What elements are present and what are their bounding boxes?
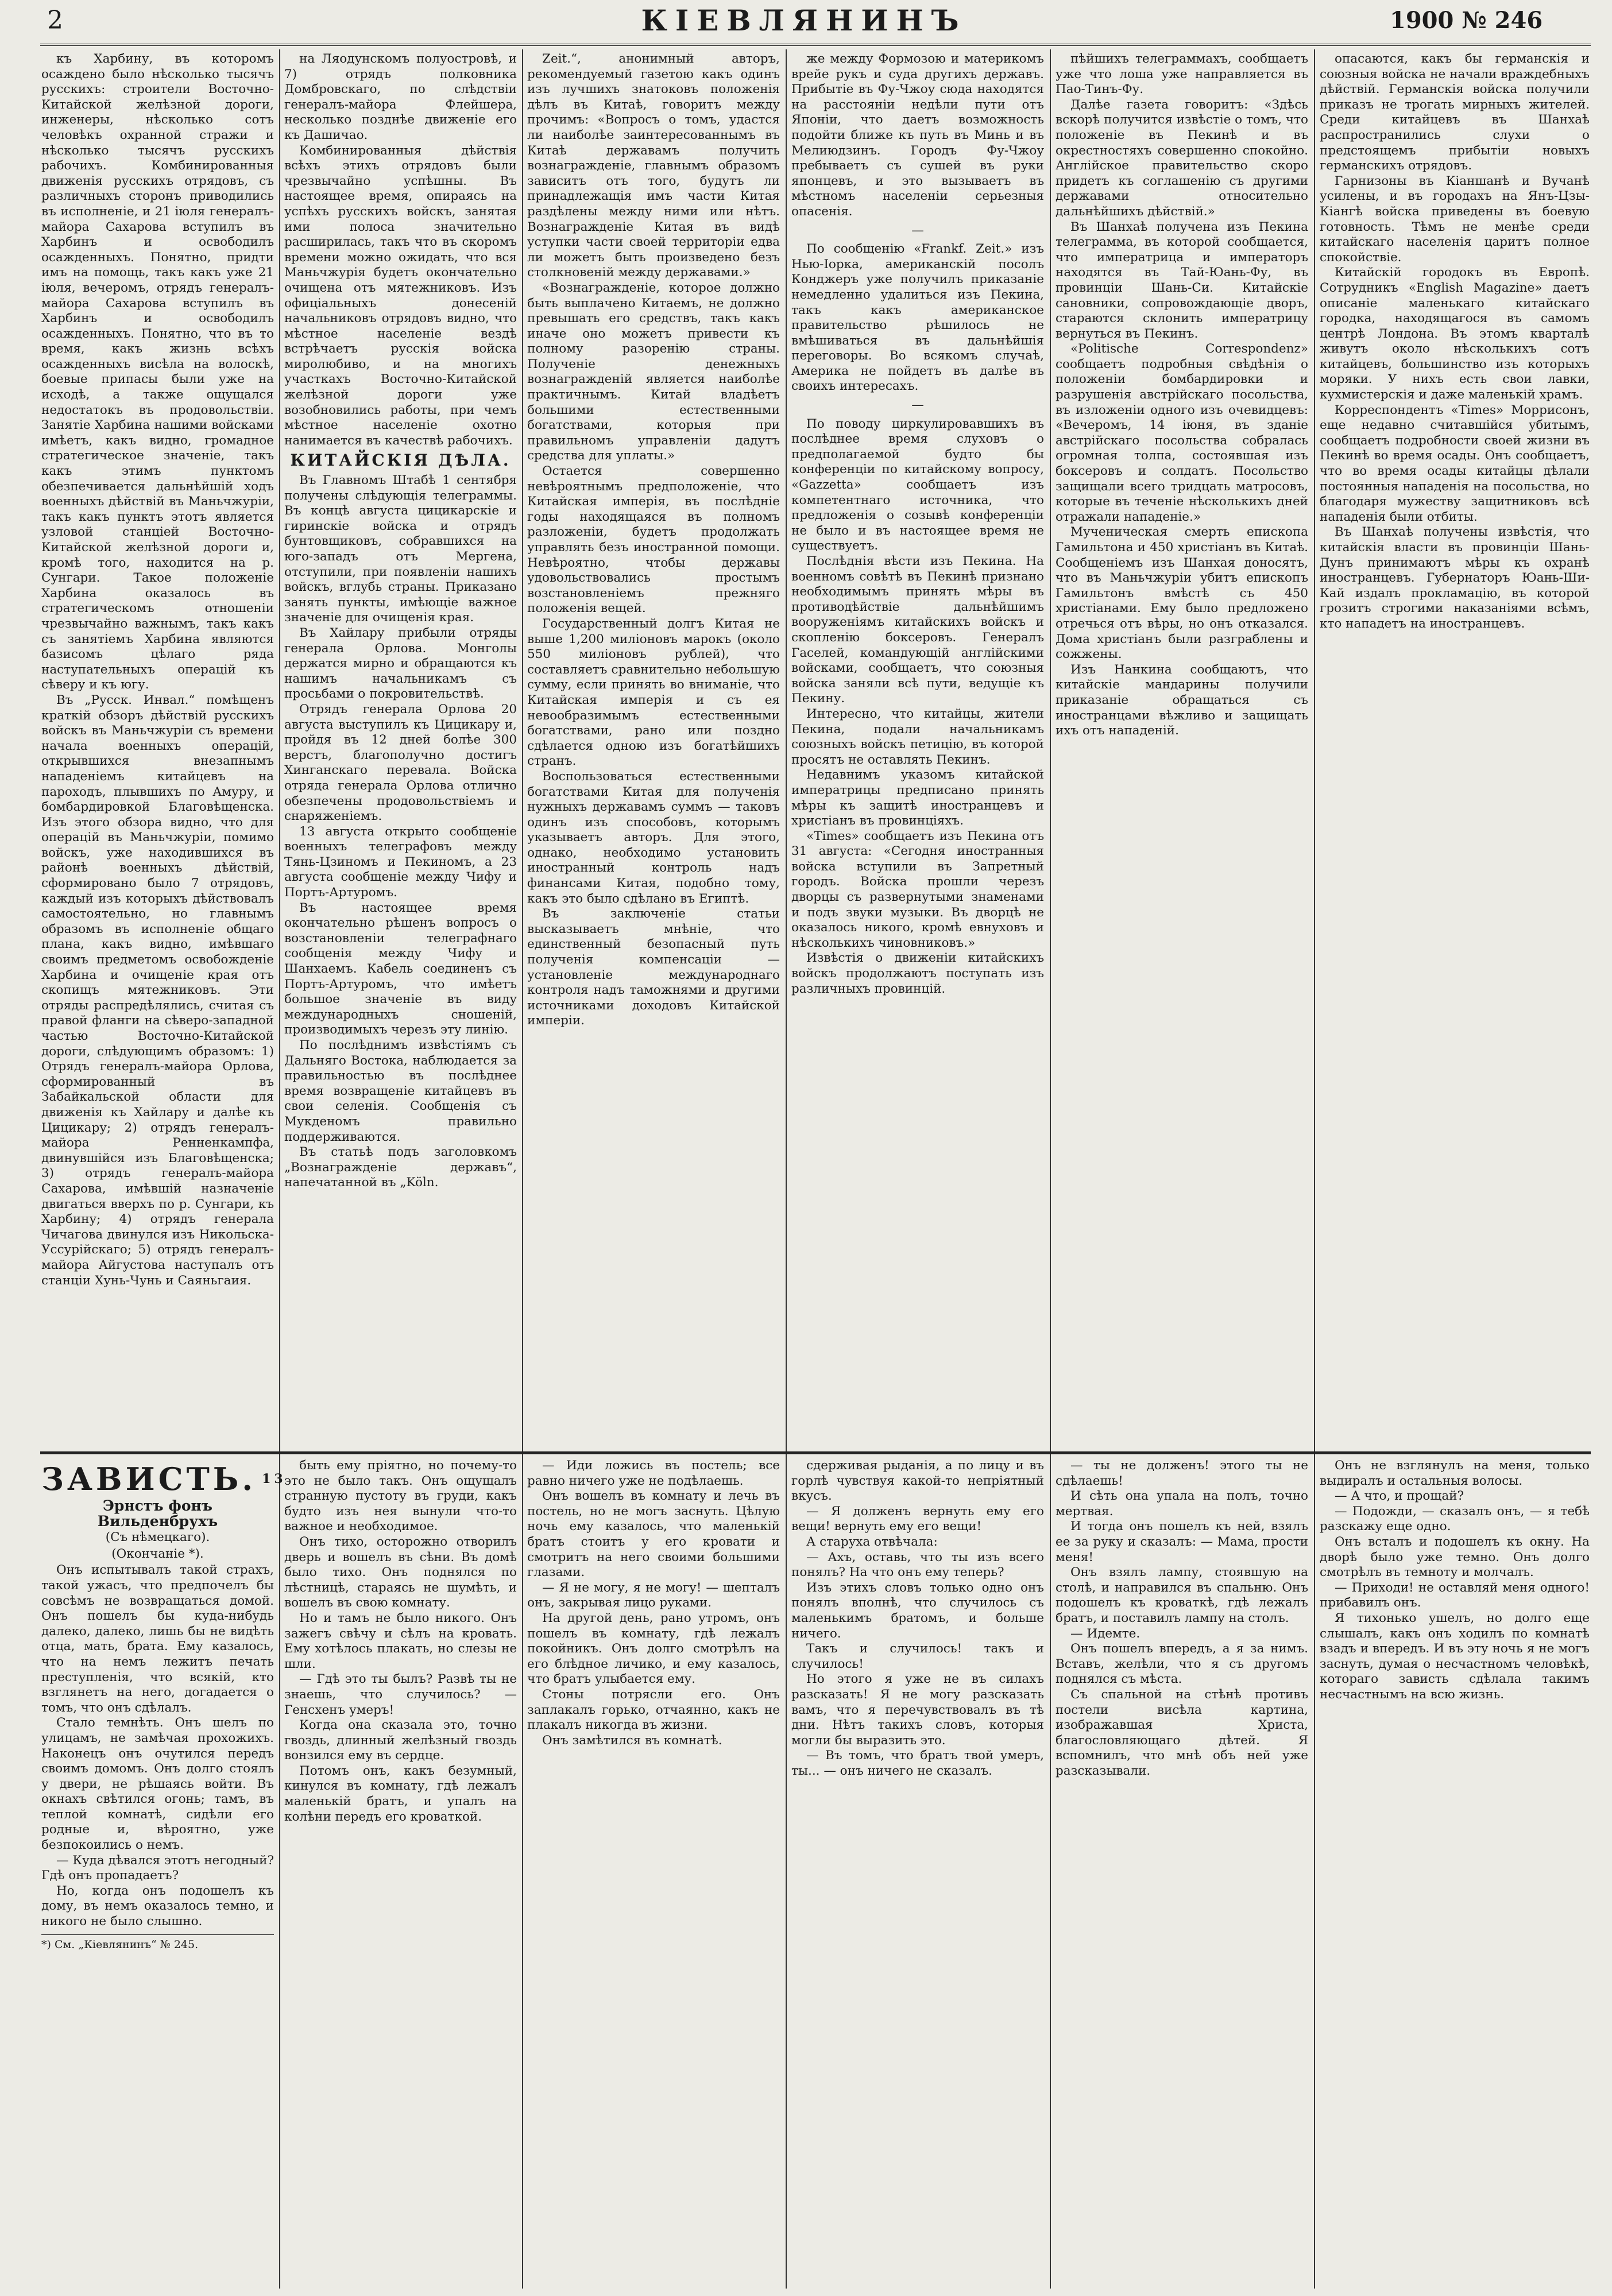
news-paragraph: Изъ Нанкина сообщаютъ, что китайскіе мандарины получили приказаніе обращаться съ иностранцами вѣжливо и защищать ихъ отъ нападеній. — [1056, 662, 1308, 738]
column-rule — [1314, 49, 1315, 2289]
story-paragraph: Когда она сказала это, точно гвоздь, длинный желѣзный гвоздь вонзился ему въ сердце. — [284, 1718, 517, 1763]
story-paragraph: — Я не могу, я не могу! — шепталъ онъ, закрывая лицо руками. — [527, 1580, 780, 1610]
feuilleton-column-3 — [527, 1458, 780, 2285]
news-paragraph: на Ляодунскомъ полуостровѣ, и 7) отрядъ полковника Домбровскаго, по слѣдствіи генералъ-майора Флейшера, несколько позднѣе движеніе его къ Дашичао. — [284, 52, 517, 142]
story-paragraph: быть ему пріятно, но почему-то это не было такъ. Онъ ощущалъ странную пустоту въ груди, какъ будто изъ нея вынули что-то важное и необходимое. — [284, 1458, 517, 1534]
news-paragraph: «Times» сообщаетъ изъ Пекина отъ 31 августа: «Сегодня иностранныя войска вступили въ Запретный городъ. Войска прошли черезъ дворцы съ развернутыми знаменами и подъ звуки музыки. Въ дворцѣ не оказалось никого, кромѣ евнуховъ и нѣсколькихъ чиновниковъ.» — [791, 828, 1044, 950]
story-paragraph: А старуха отвѣчала: — [806, 1534, 938, 1549]
story-paragraph: — Гдѣ это ты былъ? Развѣ ты не знаешь, что случилось? — Генсхенъ умеръ! — [284, 1672, 517, 1717]
newspaper-title: КІЕВЛЯНИНЪ — [641, 3, 967, 37]
news-paragraph: Интересно, что китайцы, жители Пекина, подали начальникамъ союзныхъ войскъ петицію, въ которой просятъ не оставлять Пекинъ. — [791, 706, 1044, 767]
feuilleton-column-6 — [1320, 1458, 1590, 2285]
story-paragraph: Но этого я уже не въ силахъ разсказать! Я не могу разсказать вамъ, что я перечувствовалъ въ тѣ дни. Нѣтъ такихъ словъ, которыя могли бы выразить это. — [791, 1672, 1044, 1748]
news-paragraph: Комбинированныя дѣйствія всѣхъ этихъ отрядовъ были чрезвычайно успѣшны. Въ настоящее время, опираясь на успѣхъ русскихъ войскъ, занятая ими полоса значительно расширилась, такъ что въ скоромъ времени можно ожидать, что вся Маньчжурія будетъ окончательно очищена отъ мятежниковъ. Изъ офиціальныхъ донесеній начальниковъ отрядовъ видно, что мѣстное населеніе вездѣ встрѣчаетъ русскія войска миролюбиво, и на многихъ участкахъ Восточно-Китайской желѣзной дороги уже возобновились работы, при чемъ мѣстное населеніе охотно нанимается въ качествѣ рабочихъ. — [284, 143, 517, 448]
feuilleton-author: Эрнстъ фонъ Вильденбрухъ — [97, 1497, 218, 1530]
news-paragraph: къ Харбину, въ которомъ осаждено было нѣсколько тысячъ русскихъ: строители Восточно-Китайской желѣзной дороги, инженеры, нѣсколько сотъ человѣкъ охранной стражи и нѣсколько тысячъ русскихъ рабочихъ. Комбинированныя движенія русскихъ отрядовъ, съ различныхъ сторонъ приводились въ исполненіе, и 21 іюля генералъ-майора Сахарова вступилъ въ Харбинъ и освободилъ осажденныхъ. Понятно, придти имъ на помощь, такъ какъ уже 21 іюля, вечеромъ, отрядъ генералъ-майора Сахарова вступилъ въ Харбинъ и освободилъ осажденныхъ. Понятно, что въ то время, какъ жизнь всѣхъ осажденныхъ висѣла на волоскѣ, боевые припасы были уже на исходѣ, а также ощущался недостатокъ въ продовольствіи. Занятіе Харбина нашими войсками имѣетъ, какъ видно, громадное стратегическое значеніе, такъ какъ этимъ пунктомъ обезпечивается дальнѣйшій ходъ военныхъ дѣйствій въ Маньчжуріи, такъ какъ пунктъ этотъ является узловой станціей Восточно-Китайской желѣзной дороги и, кромѣ того, находится на р. Сунгари. Такое положеніе Харбина оказалось въ стратегическомъ отношеніи чрезвычайно важнымъ, такъ какъ съ занятіемъ Харбина являются базисомъ цѣлаго ряда наступательныхъ операцій къ сѣверу и къ югу. — [41, 52, 274, 692]
feuilleton-column-1 — [41, 1458, 287, 2285]
separator-dash: — — [911, 398, 924, 413]
feuilleton-column-4 — [791, 1458, 1044, 2285]
news-paragraph: Zeit.“, анонимный авторъ, рекомендуемый газетою какъ одинъ изъ лучшихъ знатоковъ положенія дѣлъ въ Китаѣ, говоритъ между прочимъ: «Вопросъ о томъ, удастся ли наиболѣе заинтересованнымъ въ Китаѣ державамъ получить вознагражденіе, главнымъ образомъ зависитъ отъ того, будутъ ли принадлежащія имъ части Китая раздѣлены между ними или нѣтъ. Вознагражденіе Китая въ видѣ уступки части своей территоріи едва ли можетъ быть произведено безъ столкновеній между державами.» — [527, 52, 780, 280]
story-paragraph: Но, когда онъ подошелъ къ дому, въ немъ оказалось темно, и никого не было слышно. — [41, 1883, 274, 1929]
story-paragraph: Онъ тихо, осторожно отворилъ дверь и вошелъ въ сѣни. Въ домѣ было тихо. Онъ поднялся по лѣстницѣ, стараясь не шумѣть, и вошелъ въ свою комнату. — [284, 1534, 517, 1610]
story-paragraph: Такъ и случилось! такъ и случилось! — [791, 1641, 1044, 1671]
news-paragraph: Китайскій городокъ въ Европѣ. Сотрудникъ «English Magazine» даетъ описаніе маленькаго китайскаго городка, находящагося въ самомъ центрѣ Лондона. Въ этомъ кварталѣ живутъ около нѣсколькихъ сотъ китайцевъ, большинство изъ которыхъ моряки. У нихъ есть свои лавки, кухмистерскія и даже маленькій храмъ. — [1320, 265, 1590, 402]
story-paragraph: Съ спальной на стѣнѣ противъ постели висѣла картина, изображавшая Христа, благословляющаго дѣтей. Я вспомнилъ, что мнѣ объ ней уже разсказывали. — [1056, 1687, 1308, 1778]
story-paragraph: Изъ этихъ словъ только одно онъ понялъ вполнѣ, что случилось съ маленькимъ братомъ, и больше ничего. — [791, 1580, 1044, 1641]
story-paragraph: И тогда онъ пошелъ къ ней, взялъ ее за руку и сказалъ: — Мама, прости меня! — [1056, 1519, 1308, 1565]
news-paragraph: Въ Главномъ Штабѣ 1 сентября получены слѣдующія телеграммы. Въ концѣ августа цицикарскіе и гиринскіе войска и отрядъ бунтовщиковъ, собравшихся на юго-западъ отъ Мергена, отступили, при появленіи нашихъ войскъ, вглубь страны. Приказано занять пункты, имѣющіе важное значеніе для очищенія края. — [284, 473, 517, 625]
story-paragraph: Но и тамъ не было никого. Онъ зажегъ свѣчу и сѣлъ на кровать. Ему хотѣлось плакать, но слезы не шли. — [284, 1610, 517, 1671]
news-paragraph: По поводу циркулировавшихъ въ послѣднее время слуховъ о предполагаемой будто бы конференціи по китайскому вопросу, «Gazzetta» сообщаетъ изъ компетентнаго источника, что предложенія о созывѣ конференціи не было и въ настоящее время не существуетъ. — [791, 416, 1044, 553]
news-paragraph: опасаются, какъ бы германскія и союзныя войска не начали враждебныхъ дѣйствій. Германскія войска получили приказъ не трогать мирныхъ жителей. Среди китайцевъ въ Шанхаѣ распространились слухи о предстоящемъ прибытіи новыхъ германскихъ отрядовъ. — [1320, 52, 1590, 173]
news-paragraph: Корреспондентъ «Times» Моррисонъ, еще недавно считавшійся убитымъ, сообщаетъ подробности своей жизни въ Пекинѣ во время осады. Онъ сообщаетъ, что во время осады китайцы дѣлали постоянныя нападенія на посольства, но благодаря мужеству защитниковъ всѣ нападенія были отбиты. — [1320, 402, 1590, 524]
story-paragraph: Стало темнѣть. Онъ шелъ по улицамъ, не замѣчая прохожихъ. Наконецъ онъ очутился передъ своимъ домомъ. Онъ долго стоялъ у двери, не рѣшаясь войти. Въ окнахъ свѣтился огонь; тамъ, въ теплой комнатѣ, сидѣли его родные и, вѣроятно, уже безпокоились о немъ. — [41, 1716, 274, 1853]
top-column-4 — [791, 52, 1044, 1447]
news-paragraph: Остается совершенно невѣроятнымъ предположеніе, что Китайская имперія, въ послѣдніе годы находящаяся въ полномъ разложеніи, будетъ продолжать управлять безъ иностранной помощи. Невѣроятно, чтобы державы удовольствовались простымъ возстановленіемъ прежняго положенія вещей. — [527, 464, 780, 616]
top-column-5 — [1056, 52, 1308, 1447]
masthead-rule — [40, 44, 1591, 46]
news-paragraph: Въ заключеніе статьи высказываетъ мнѣніе, что единственный безопасный путь полученія компенсаціи — установленіе международнаго контроля надъ таможнями и другими источниками доходовъ Китайской имперіи. — [527, 907, 780, 1028]
news-paragraph: Гарнизоны въ Кіаншанѣ и Вучанѣ усилены, и въ городахъ на Янъ-Цзы-Кіангѣ войска приведены въ боевую готовность. Тѣмъ не менѣе среди китайскаго населенія царитъ полное спокойствіе. — [1320, 173, 1590, 265]
story-paragraph: — Иди ложись въ постель; все равно ничего уже не подѣлаешь. — [527, 1458, 780, 1488]
news-paragraph: Въ Шанхаѣ получены извѣстія, что китайскія власти въ провинціи Шань-Дунъ принимаютъ мѣры къ охранѣ иностранцевъ. Губернаторъ Юань-Ши-Кай издалъ прокламацію, въ которой грозитъ строгими наказаніями всѣмъ, кто нападетъ на иностранцевъ. — [1320, 525, 1590, 631]
column-rule — [279, 49, 280, 2289]
story-paragraph: Онъ замѣтился въ комнатѣ. — [542, 1733, 722, 1748]
news-paragraph: Въ „Русск. Инвал.“ помѣщенъ краткій обзоръ дѣйствій русскихъ войскъ въ Маньчжуріи съ времени начала военныхъ операцій, открывшихся внезапнымъ нападеніемъ китайцевъ на пароходъ, плывшихъ по Амуру, и бомбардировкой Благовѣщенска. Изъ этого обзора видно, что для операцій въ Маньчжуріи, помимо войскъ, уже находившихся въ районѣ военныхъ дѣйствій, сформировано было 7 отрядовъ, каждый изъ которыхъ дѣйствовалъ самостоятельно, но главнымъ образомъ въ исполненіе общаго плана, какъ видно, имѣвшаго своимъ предметомъ освобожденіе Харбина и очищеніе края отъ скопищъ мятежниковъ. Эти отряды распредѣлялись, считая съ правой фланги на сѣверо-западной частью Восточно-Китайской дороги, слѣдующимъ образомъ: 1) Отрядъ генералъ-майора Орлова, сформированный въ Забайкальской области для движенія къ Хайлару и далѣе къ Цицикару; 2) отрядъ генералъ-майора Ренненкампфа, двинувшійся изъ Благовѣщенска; 3) отрядъ генералъ-майора Сахарова, имѣвшій назначеніе двигаться вверхъ по р. Сунгари, къ Харбину; 4) отрядъ генерала Чичагова двинулся изъ Никольска-Уссурійскаго; 5) отрядъ генералъ-майора Айгустова наступалъ отъ станціи Хунь-Чунь и Саяньгаия. — [41, 692, 274, 1288]
page-number: 2 — [47, 6, 63, 35]
top-column-1 — [41, 52, 274, 1447]
news-paragraph: Въ Шанхаѣ получена изъ Пекина телеграмма, въ которой сообщается, что императрица и императоръ находятся въ Тай-Юань-Фу, въ провинціи Шань-Си. Китайскіе сановники, сопровождающіе дворъ, стараются склонить императрицу вернуться въ Пекинъ. — [1056, 219, 1308, 341]
news-paragraph: Послѣднія вѣсти изъ Пекина. На военномъ совѣтѣ въ Пекинѣ признано необходимымъ принять мѣры въ противодѣйствіе дальнѣйшимъ вооруженіямъ китайскихъ войскъ и скопленію боксеровъ. Генералъ Гаселей, командующій англійскими войсками, сообщаетъ, что союзныя войска заняли всѣ пути, ведущіе къ Пекину. — [791, 554, 1044, 706]
column-rule — [1050, 49, 1051, 2289]
story-paragraph: Стоны потрясли его. Онъ заплакалъ горько, отчаянно, какъ не плакалъ никогда въ жизни. — [527, 1687, 780, 1733]
news-paragraph: Отрядъ генерала Орлова 20 августа выступилъ къ Цицикару и, пройдя въ 12 дней болѣе 300 верстъ, благополучно достигъ Хинганскаго перевала. Войска отряда генерала Орлова отлично обезпечены продовольствіемъ и снаряженіемъ. — [284, 702, 517, 824]
story-paragraph: — Куда дѣвался этотъ негодный? Гдѣ онъ пропадаетъ? — [41, 1853, 274, 1883]
news-paragraph: Государственный долгъ Китая не выше 1,200 миліоновъ марокъ (около 550 миліоновъ рублей), что составляетъ сравнительно небольшую сумму, если принять во вниманіе, что Китайская имперія и съ ея невообразимымъ естественными богатствами, рано или поздно сдѣлается одною изъ богатѣйшихъ странъ. — [527, 616, 780, 769]
story-paragraph: — Подожди, — сказалъ онъ, — я тебѣ разскажу еще одно. — [1320, 1504, 1590, 1534]
top-column-3 — [527, 52, 780, 1447]
story-paragraph: — Приходи! не оставляй меня одного! прибавилъ онъ. — [1320, 1580, 1590, 1610]
footnote: *) См. „Кіевлянинъ“ № 245. — [41, 1934, 274, 1953]
feuilleton-number: 13 — [262, 1472, 287, 1486]
issue-number: 1900 № 246 — [1390, 7, 1543, 34]
story-paragraph: Онъ пошелъ впередъ, а я за нимъ. Вставъ, желѣли, что я съ другомъ поднялся съ мѣста. — [1056, 1641, 1308, 1687]
story-paragraph: Я тихонько ушелъ, но долго еще слышалъ, какъ онъ ходилъ по комнатѣ взадъ и впередъ. И въ эту ночь я не могъ заснуть, думая о несчастномъ человѣкѣ, котораго зависть сдѣлала такимъ несчастнымъ на всю жизнь. — [1320, 1610, 1590, 1702]
story-paragraph: сдерживая рыданія, а по лицу и въ горлѣ чувствуя какой-то непріятный вкусъ. — [791, 1458, 1044, 1504]
feuilleton-subtitle: (Съ нѣмецкаго). — [105, 1530, 210, 1545]
section-heading: КИТАЙСКІЯ ДѢЛА. — [290, 451, 511, 470]
feuilleton-column-2 — [284, 1458, 517, 2285]
feuilleton-title-text: ЗАВИСТЬ. — [41, 1461, 257, 1497]
story-paragraph: Онъ взялъ лампу, стоявшую на столѣ, и направился въ спальню. Онъ подошелъ къ кроваткѣ, гдѣ лежалъ братъ, и поставилъ лампу на столъ. — [1056, 1565, 1308, 1625]
story-paragraph: На другой день, рано утромъ, онъ пошелъ въ комнату, гдѣ лежалъ покойникъ. Онъ долго смотрѣлъ на его блѣдное личико, и ему казалось, что братъ улыбается ему. — [527, 1610, 780, 1687]
news-paragraph: Далѣе газета говоритъ: «Здѣсь вскорѣ получится извѣстіе о томъ, что положеніе въ Пекинѣ и въ окрестностяхъ совершенно спокойно. Англійское правительство скоро придетъ къ соглашенію съ другими державами относительно дальнѣйшихъ дѣйствій.» — [1056, 97, 1308, 219]
news-paragraph: Недавнимъ указомъ китайской императрицы предписано принять мѣры къ защитѣ иностранцевъ и христіанъ въ провинціяхъ. — [791, 768, 1044, 828]
news-paragraph: 13 августа открыто сообщеніе военныхъ телеграфовъ между Тянь-Цзиномъ и Пекиномъ, а 23 августа сообщеніе между Чифу и Портъ-Артуромъ. — [284, 824, 517, 900]
news-paragraph: пѣйшихъ телеграммахъ, сообщаетъ уже что лоша уже направляется въ Пао-Тинъ-Фу. — [1056, 52, 1308, 97]
news-paragraph: По послѣднимъ извѣстіямъ съ Дальняго Востока, наблюдается за правильностью въ послѣднее время возвращеніе китайцевъ въ свои селенія. Сообщенія съ Мукденомъ правильно поддерживаются. — [284, 1038, 517, 1144]
masthead — [0, 0, 1612, 40]
feuilleton-ending-note: (Окончаніе *). — [111, 1546, 204, 1561]
news-paragraph: Извѣстія о движеніи китайскихъ войскъ продолжаютъ поступать изъ различныхъ провинцій. — [791, 951, 1044, 996]
news-paragraph: «Politische Correspondenz» сообщаетъ подробныя свѣдѣнія о положеніи бомбардировки и разрушенія австрійскаго посольства, въ изложеніи одного изъ очевидцевъ: «Вечеромъ, 14 іюня, въ зданіе австрійскаго посольства собралась огромная толпа, состоявшая изъ боксеровъ и солдатъ. Посольство защищали всего тридцать матросовъ, которые въ теченіе нѣсколькихъ дней отражали нападеніе.» — [1056, 342, 1308, 524]
news-paragraph: По сообщенію «Frankf. Zeit.» изъ Нью-Іорка, американскій посолъ Конджеръ уже получилъ приказаніе немедленно удалиться изъ Пекина, такъ какъ американское правительство рѣшилось не вмѣшиваться въ дальнѣйшія переговоры. Во всякомъ случаѣ, Америка не пойдетъ въ далѣе въ своихъ интересахъ. — [791, 242, 1044, 394]
story-paragraph: Онъ испытывалъ такой страхъ, такой ужасъ, что предпочелъ бы совсѣмъ не возвращаться домой. Онъ пошелъ бы куда-нибудь далеко, далеко, лишь бы не видѣть отца, мать, брата. Ему казалось, что на немъ лежитъ печать преступленія, что всякій, кто взглянетъ на него, догадается о томъ, что онъ сдѣлалъ. — [41, 1563, 274, 1715]
news-paragraph: Въ Хайлару прибыли отряды генерала Орлова. Монголы держатся мирно и обращаются къ нашимъ начальникамъ съ просьбами о покровительствѣ. — [284, 625, 517, 702]
story-paragraph: — Идемте. — [1070, 1626, 1141, 1641]
top-column-6 — [1320, 52, 1590, 1447]
news-paragraph: Въ статьѣ подъ заголовкомъ „Вознагражденіе державъ“, напечатанной въ „Köln. — [284, 1145, 517, 1190]
story-paragraph: Онъ всталъ и подошелъ къ окну. На дворѣ было уже темно. Онъ долго смотрѣлъ въ темноту и молчалъ. — [1320, 1534, 1590, 1580]
news-paragraph: Воспользоваться естественными богатствами Китая для полученія нужныхъ державамъ суммъ — таковъ одинъ изъ способовъ, которымъ указываетъ авторъ. Для этого, однако, необходимо установить иностранный контроль надъ финансами Китая, подобно тому, какъ это было сдѣлано въ Египтѣ. — [527, 769, 780, 906]
news-paragraph: Въ настоящее время окончательно рѣшенъ вопросъ о возстановленіи телеграфнаго сообщенія между Чифу и Шанхаемъ. Кабель соединенъ съ Портъ-Артуромъ, что имѣетъ большое значеніе въ виду международныхъ сношеній, производимыхъ черезъ эту линію. — [284, 900, 517, 1037]
news-paragraph: Мученическая смерть епископа Гамильтона и 450 христіанъ въ Китаѣ. Сообщеніемъ изъ Шанхая доносятъ, что въ Маньчжуріи убитъ епископъ Гамильтонъ вмѣстѣ съ 450 христіанами. Ему было предложено отречься отъ вѣры, но онъ отказался. Дома христіанъ были разграблены и сожжены. — [1056, 525, 1308, 662]
story-paragraph: — ты не долженъ! этого ты не сдѣлаешь! — [1056, 1458, 1308, 1488]
separator-dash: — — [911, 223, 924, 238]
story-paragraph: Онъ не взглянулъ на меня, только выдиралъ и остальныя волосы. — [1320, 1458, 1590, 1488]
story-paragraph: — А что, и прощай? — [1335, 1489, 1464, 1504]
feuilleton-column-5 — [1056, 1458, 1308, 2285]
story-paragraph: — Ахъ, оставь, что ты изъ всего понялъ? На что онъ ему теперь? — [791, 1550, 1044, 1580]
top-column-2 — [284, 52, 517, 1447]
story-paragraph: — Я долженъ вернуть ему его вещи! вернуть ему его вещи! — [791, 1504, 1044, 1534]
column-rule — [786, 49, 787, 2289]
news-paragraph: «Вознагражденіе, которое должно быть выплачено Китаемъ, не должно превышать его средствъ, такъ какъ иначе оно можетъ привести къ полному разоренію страны. Полученіе денежныхъ вознагражденій является наиболѣе практичнымъ. Китай владѣетъ большими естественными богатствами, которыя при правильномъ управленіи дадутъ средства для уплаты.» — [527, 280, 780, 463]
feuilleton-title — [41, 1461, 287, 1497]
story-paragraph: — Въ томъ, что братъ твой умеръ, ты... — онъ ничего не сказалъ. — [791, 1748, 1044, 1778]
news-paragraph: же между Формозою и материкомъ врейе рукъ и суда другихъ державъ. Прибытіе въ Фу-Чжоу сюда находятся на расстояніи недѣли пути отъ Японіи, что даетъ возможность подойти ближе къ путь въ Минь и въ Мелиюдзинъ. Городъ Фу-Чжоу пребываетъ съ сушей въ руки японцевъ, и это вызываетъ въ мѣстномъ населеніи серьезныя опасенія. — [791, 52, 1044, 219]
story-paragraph: И сѣть она упала на полъ, точно мертвая. — [1056, 1489, 1308, 1519]
column-rule — [522, 49, 523, 2289]
story-paragraph: Онъ вошелъ въ комнату и лечь въ постель, но не могъ заснуть. Цѣлую ночь ему казалось, что маленькій братъ стоитъ у его кровати и смотритъ на него своими большими глазами. — [527, 1489, 780, 1580]
feuilleton-separator — [40, 1451, 1591, 1454]
story-paragraph: Потомъ онъ, какъ безумный, кинулся въ комнату, гдѣ лежалъ маленькій братъ, и упалъ на колѣни передъ его кроваткой. — [284, 1763, 517, 1824]
